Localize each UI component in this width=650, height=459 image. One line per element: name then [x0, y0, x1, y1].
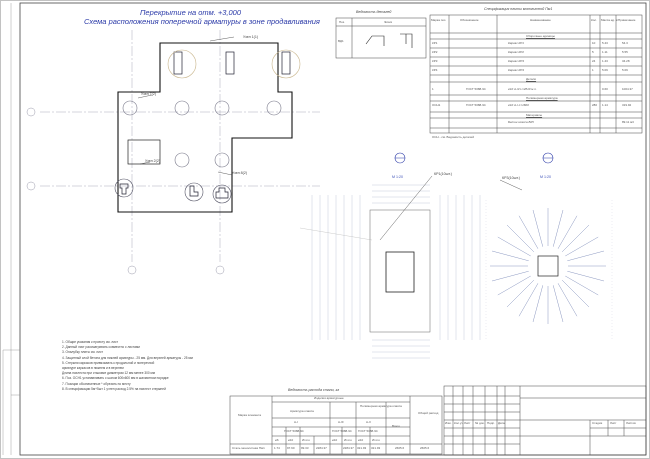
cage-label: КР3(10шт.) — [502, 176, 521, 180]
spec-name: Каркас КР3 — [508, 59, 524, 63]
stamp-label: Подп. — [487, 421, 495, 425]
rebar-gost: ГОСТ 5088-94 — [358, 429, 378, 433]
spec-mark: КР3 — [432, 59, 438, 63]
spec-header: Кол. — [591, 18, 597, 22]
rebar-value: 2284.37 — [316, 446, 327, 450]
rebar-table-title: Ведомость расхода стали, кг — [288, 388, 340, 392]
spec-section: Полимерная арматура — [526, 96, 558, 100]
spec-name: Каркас КР1 — [508, 41, 524, 45]
rebar-subheader: Итого — [302, 438, 310, 442]
spec-mark: КР2 — [432, 50, 438, 54]
spec-section: Сборочные единицы — [526, 34, 555, 38]
rebar-value: 97.90 — [287, 446, 295, 450]
spec-note: 34.28 — [622, 59, 630, 63]
spec-note: 54.3 — [622, 41, 628, 45]
note-line: 3. Опалубку плиты см. лист — [62, 350, 104, 355]
rebar-subheader: Итого — [372, 438, 380, 442]
spec-mass: 5.09 — [602, 68, 608, 72]
rebar-col-mark: Марка элемента — [238, 413, 262, 417]
spec-header: Обозначение — [460, 18, 479, 22]
node-label: Узел 2(2) — [145, 159, 161, 163]
spec-mark: КР4 — [432, 68, 438, 72]
rebar-subheader: ø10 — [332, 438, 338, 442]
rebar-gost: ГОСТ 5088-94 — [332, 429, 352, 433]
rebar-row-grand: 2605.6 — [420, 446, 430, 450]
details-row-pos: ВД1 — [338, 39, 344, 43]
spec-note: 5.09 — [622, 68, 628, 72]
rebar-class: А-I — [294, 420, 298, 424]
spec-note: 89.11 м3 — [622, 120, 634, 124]
spec-mark: КР1 — [432, 41, 438, 45]
rebar-value: 1.74 — [274, 446, 280, 450]
rebar-group: Изделия арматурные — [314, 396, 344, 400]
spec-header: Масса ед. кг — [601, 18, 619, 22]
spec-name: Каркас КР4 — [508, 68, 524, 72]
spec-name: ø10 А-III L=2810 м.п. — [508, 87, 537, 91]
node-label: Узел 8(2) — [232, 171, 248, 175]
rebar-subheader: ø10 — [288, 438, 294, 442]
spec-code: ГОСТ 5088-94 — [466, 87, 486, 91]
rebar-subheader: ø6 — [275, 438, 279, 442]
note-line: 6. Поз. ОСН1 устанавливать с шагом 600х600 мм в шахматном порядке — [62, 376, 169, 381]
spec-header: Примечание — [618, 18, 636, 22]
spec-code: ГОСТ 5088-94 — [466, 103, 486, 107]
spec-qty: 5 — [592, 50, 594, 54]
stamp-stage: Стадия — [592, 421, 603, 425]
drawing-title: Перекрытие на отм. +3,000 — [140, 8, 242, 17]
details-header: Поз. — [339, 20, 345, 24]
node-label: Узел 7(2) — [141, 92, 157, 96]
rebar-col-grand: Общий расход — [418, 411, 439, 415]
rebar-subheader: Итого — [344, 438, 352, 442]
spec-note: 1004.37 — [622, 87, 633, 91]
node-label: Узел 1(1) — [243, 35, 259, 39]
spec-note: 5.55 — [622, 50, 628, 54]
stamp-label: Лист — [464, 421, 471, 425]
rebar-class: А-II — [366, 420, 371, 424]
rebar-value: 99.33 — [301, 446, 309, 450]
axis-marker — [128, 266, 136, 274]
spec-mass: 1.43 — [602, 59, 608, 63]
stamp-label: Кол.уч. — [454, 421, 464, 425]
spec-footnote: ОСН - см. Ведомость деталей — [432, 135, 475, 139]
stamp-label: № док. — [475, 421, 485, 425]
rebar-gost: ГОСТ 5088-94 — [284, 429, 304, 433]
spec-qty: 24 — [592, 59, 596, 63]
stamp-label: Изм. — [445, 421, 452, 425]
cage-label: КР1(10шт.) — [434, 172, 453, 176]
note-line: 8. В спецификации 5м+5шт 1 учтен расход 2.5% на нахлест стержней — [62, 386, 166, 391]
spec-mass: 5.43 — [602, 41, 608, 45]
axis-marker — [216, 266, 224, 274]
spec-header: Наименование — [530, 18, 551, 22]
spec-qty: 10 — [592, 41, 596, 45]
rebar-subheader: ø10 — [358, 438, 364, 442]
spec-name: Каркас КР2 — [508, 50, 524, 54]
section-scale: М 1:20 — [540, 175, 551, 179]
section-scale: М 1:20 — [392, 175, 403, 179]
spec-mass: 1.11 — [602, 50, 608, 54]
stamp-label: Дата — [498, 421, 505, 425]
spec-note: 319.92 — [622, 103, 632, 107]
details-header: Эскиз — [384, 20, 393, 24]
spec-mass: 0.60 — [602, 87, 608, 91]
rebar-col-total: Всего — [392, 424, 400, 428]
note-line: 1. Общие указания к проекту см. лист — [62, 340, 119, 344]
note-line: Длина нахлеста при стыковке диаметром 12 мм менее 300 мм — [62, 371, 155, 376]
spec-section: Детали — [526, 77, 537, 81]
spec-header: Марка поз. — [431, 18, 447, 22]
rebar-subgroup: Полимерная арматура класса — [360, 404, 402, 408]
spec-name: Бетон класса В25 — [508, 120, 534, 124]
rebar-row-total: 2605.6 — [395, 446, 405, 450]
spec-title: Спецификация плиты монолитной Пм1 — [484, 7, 553, 11]
spec-section: Материалы — [526, 113, 543, 117]
rebar-row-label: Сталь монолитная Пм1 — [232, 446, 265, 450]
axis-marker — [27, 108, 35, 116]
note-line: арматуре каркасов в нижнем и в верхнем — [62, 366, 124, 370]
spec-mass: 1.14 — [602, 103, 608, 107]
drawing-subtitle: Схема расположения поперечной арматуры в зоне продавливания — [84, 17, 320, 26]
spec-name: ø10 А-I L=1600 — [508, 103, 529, 107]
details-title: Ведомость деталей — [356, 10, 392, 14]
spec-qty: 1 — [592, 68, 594, 72]
stamp-sheets: Листов — [626, 421, 636, 425]
rebar-subgroup: Арматура класса — [290, 409, 314, 413]
spec-qty: 280 — [592, 103, 598, 107]
note-line: 2. Данный лист рассматривать совместно с листами — [62, 345, 140, 350]
axis-marker — [27, 182, 35, 190]
note-line: 7. Позиции обозначенные * обрезать по месту — [62, 381, 131, 386]
stamp-sheet: Лист — [610, 421, 617, 425]
note-line: 4. Защитный слой бетона для нижней арматуры - 25 мм. Для верхней арматуры - 25 мм — [62, 355, 193, 360]
note-line: 5. Стержни каркасов привязывать к продольной и поперечной — [62, 360, 155, 365]
rebar-value: 321.93 — [357, 446, 367, 450]
spec-mark: 1 — [432, 87, 434, 91]
rebar-value: 2284.37 — [343, 446, 354, 450]
rebar-value: 321.93 — [371, 446, 381, 450]
rebar-class: А-III — [338, 420, 344, 424]
spec-mark: ОСН1 — [432, 103, 441, 107]
